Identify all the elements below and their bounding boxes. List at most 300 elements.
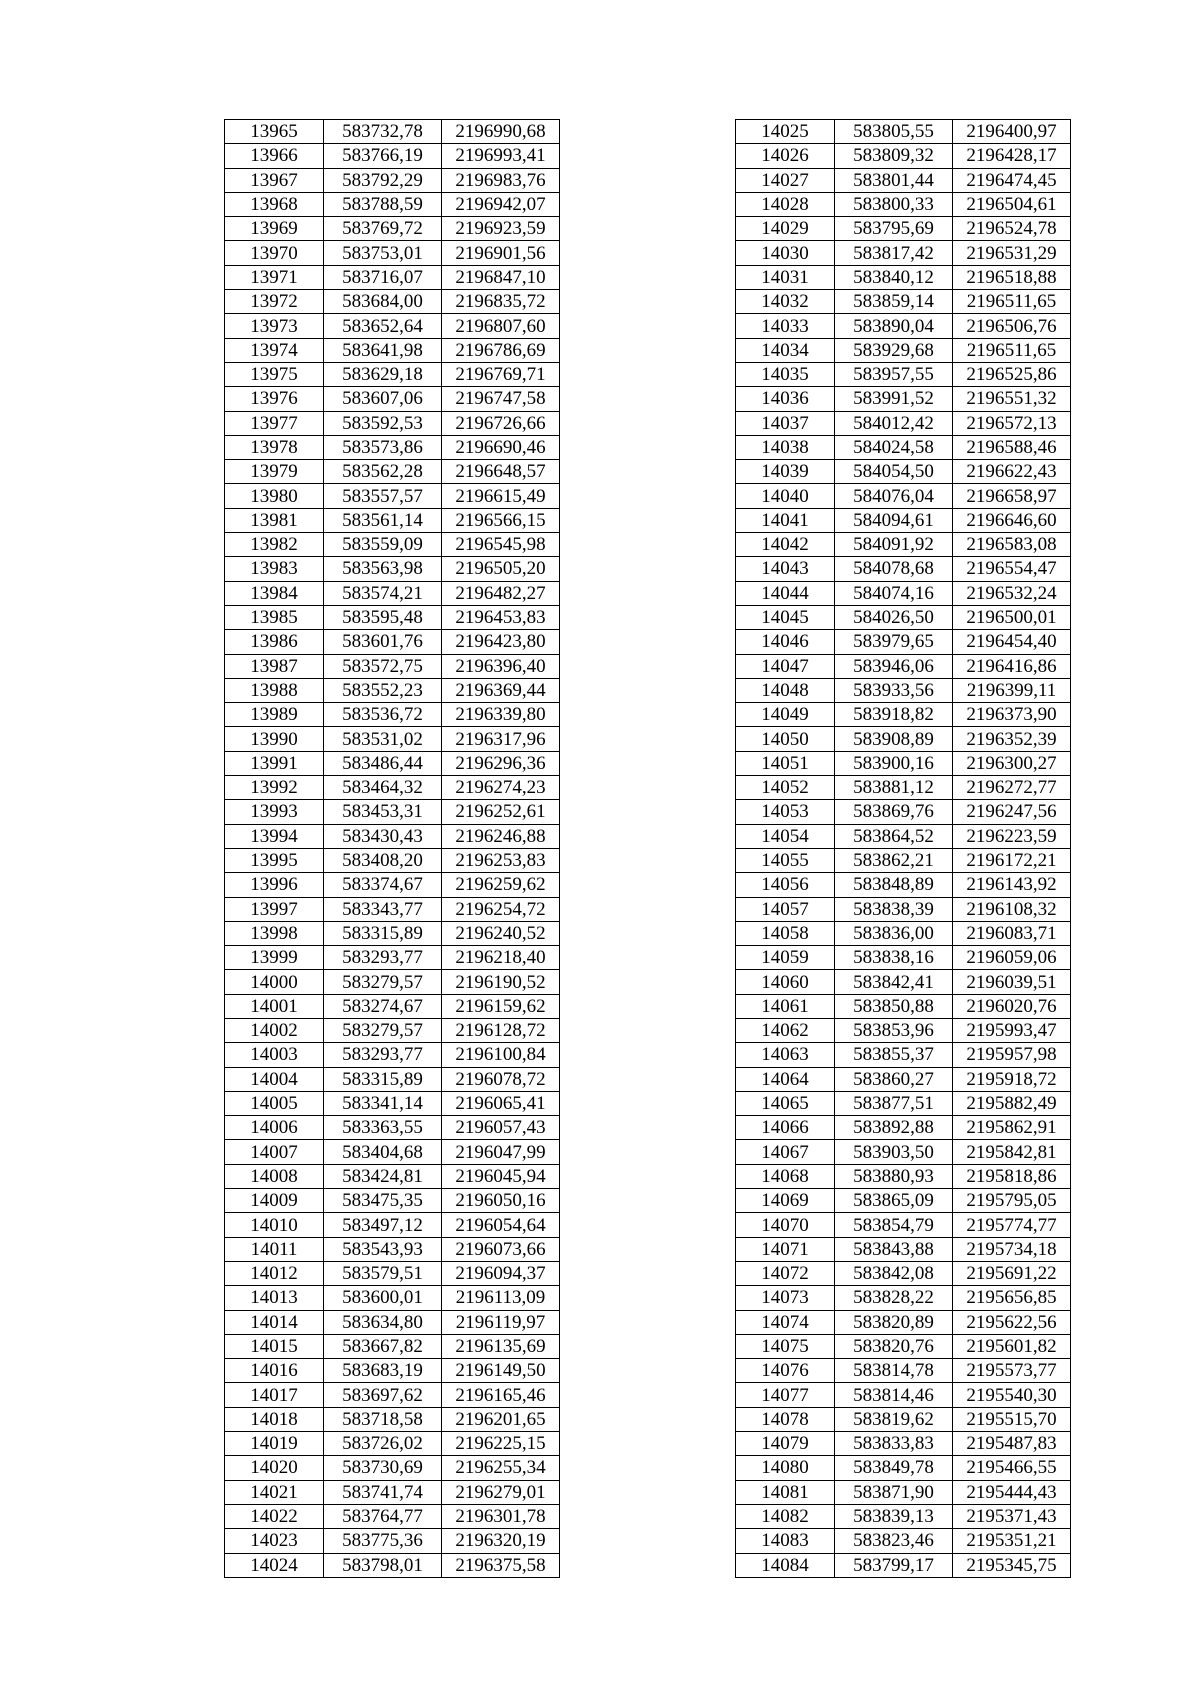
point-number-cell: 14007 (225, 1140, 324, 1164)
x-coordinate-cell: 583946,06 (835, 654, 953, 678)
point-number-cell: 14061 (736, 994, 835, 1018)
point-number-cell: 14023 (225, 1529, 324, 1553)
coordinates-table-left (224, 119, 560, 1578)
point-number-cell: 14033 (736, 314, 835, 338)
table-row (736, 630, 1071, 654)
x-coordinate-cell: 583601,76 (324, 630, 442, 654)
point-number-cell: 14029 (736, 217, 835, 241)
point-number-cell: 13986 (225, 630, 324, 654)
point-number-cell: 14001 (225, 994, 324, 1018)
y-coordinate-cell: 2196165,46 (442, 1383, 560, 1407)
table-row (736, 1237, 1071, 1261)
y-coordinate-cell: 2195444,43 (953, 1480, 1071, 1504)
y-coordinate-cell: 2196454,40 (953, 630, 1071, 654)
point-number-cell: 14019 (225, 1432, 324, 1456)
x-coordinate-cell: 583800,33 (835, 192, 953, 216)
y-coordinate-cell: 2196094,37 (442, 1261, 560, 1285)
table-row (225, 1091, 560, 1115)
y-coordinate-cell: 2195515,70 (953, 1407, 1071, 1431)
point-number-cell: 14065 (736, 1091, 835, 1115)
table-row (225, 387, 560, 411)
point-number-cell: 14035 (736, 362, 835, 386)
point-number-cell: 14016 (225, 1359, 324, 1383)
y-coordinate-cell: 2195882,49 (953, 1091, 1071, 1115)
y-coordinate-cell: 2196588,46 (953, 435, 1071, 459)
y-coordinate-cell: 2196847,10 (442, 265, 560, 289)
point-number-cell: 14054 (736, 824, 835, 848)
x-coordinate-cell: 583859,14 (835, 290, 953, 314)
point-number-cell: 13994 (225, 824, 324, 848)
table-row (225, 581, 560, 605)
x-coordinate-cell: 583908,89 (835, 727, 953, 751)
x-coordinate-cell: 583592,53 (324, 411, 442, 435)
x-coordinate-cell: 583799,17 (835, 1553, 953, 1577)
y-coordinate-cell: 2196059,06 (953, 946, 1071, 970)
x-coordinate-cell: 583881,12 (835, 776, 953, 800)
point-number-cell: 13978 (225, 435, 324, 459)
x-coordinate-cell: 583667,82 (324, 1334, 442, 1358)
point-number-cell: 13972 (225, 290, 324, 314)
x-coordinate-cell: 583929,68 (835, 338, 953, 362)
point-number-cell: 14006 (225, 1116, 324, 1140)
x-coordinate-cell: 583864,52 (835, 824, 953, 848)
x-coordinate-cell: 583274,67 (324, 994, 442, 1018)
y-coordinate-cell: 2196990,68 (442, 120, 560, 144)
table-row (225, 1504, 560, 1528)
x-coordinate-cell: 583430,43 (324, 824, 442, 848)
y-coordinate-cell: 2196274,23 (442, 776, 560, 800)
y-coordinate-cell: 2195656,85 (953, 1286, 1071, 1310)
y-coordinate-cell: 2195487,83 (953, 1432, 1071, 1456)
x-coordinate-cell: 583991,52 (835, 387, 953, 411)
table-row (736, 1480, 1071, 1504)
point-number-cell: 14027 (736, 168, 835, 192)
point-number-cell: 13983 (225, 557, 324, 581)
x-coordinate-cell: 583903,50 (835, 1140, 953, 1164)
point-number-cell: 14053 (736, 800, 835, 824)
table-row (736, 1116, 1071, 1140)
y-coordinate-cell: 2196252,61 (442, 800, 560, 824)
point-number-cell: 14051 (736, 751, 835, 775)
x-coordinate-cell: 583683,19 (324, 1359, 442, 1383)
y-coordinate-cell: 2196065,41 (442, 1091, 560, 1115)
table-row (736, 1432, 1071, 1456)
table-row (736, 362, 1071, 386)
point-number-cell: 13971 (225, 265, 324, 289)
table-row (225, 1383, 560, 1407)
point-number-cell: 14000 (225, 970, 324, 994)
table-row (736, 1140, 1071, 1164)
y-coordinate-cell: 2196399,11 (953, 678, 1071, 702)
point-number-cell: 13975 (225, 362, 324, 386)
x-coordinate-cell: 583820,89 (835, 1310, 953, 1334)
x-coordinate-cell: 584054,50 (835, 460, 953, 484)
table-row (736, 1359, 1071, 1383)
point-number-cell: 14044 (736, 581, 835, 605)
point-number-cell: 13969 (225, 217, 324, 241)
point-number-cell: 14073 (736, 1286, 835, 1310)
y-coordinate-cell: 2196045,94 (442, 1164, 560, 1188)
table-row (736, 800, 1071, 824)
x-coordinate-cell: 584074,16 (835, 581, 953, 605)
table-row (736, 873, 1071, 897)
x-coordinate-cell: 583823,46 (835, 1529, 953, 1553)
point-number-cell: 13982 (225, 533, 324, 557)
point-number-cell: 13997 (225, 897, 324, 921)
table-row (225, 120, 560, 144)
point-number-cell: 14081 (736, 1480, 835, 1504)
table-row (736, 144, 1071, 168)
x-coordinate-cell: 583817,42 (835, 241, 953, 265)
y-coordinate-cell: 2196554,47 (953, 557, 1071, 581)
x-coordinate-cell: 583854,79 (835, 1213, 953, 1237)
x-coordinate-cell: 583753,01 (324, 241, 442, 265)
table-row (736, 1189, 1071, 1213)
point-number-cell: 14067 (736, 1140, 835, 1164)
y-coordinate-cell: 2195540,30 (953, 1383, 1071, 1407)
table-row (225, 484, 560, 508)
table-row (736, 994, 1071, 1018)
x-coordinate-cell: 583838,16 (835, 946, 953, 970)
table-row (736, 1334, 1071, 1358)
point-number-cell: 13988 (225, 678, 324, 702)
y-coordinate-cell: 2195345,75 (953, 1553, 1071, 1577)
table-row (225, 1116, 560, 1140)
point-number-cell: 14002 (225, 1018, 324, 1042)
x-coordinate-cell: 583979,65 (835, 630, 953, 654)
table-row (225, 265, 560, 289)
point-number-cell: 14015 (225, 1334, 324, 1358)
point-number-cell: 14014 (225, 1310, 324, 1334)
table-row (225, 533, 560, 557)
x-coordinate-cell: 583559,09 (324, 533, 442, 557)
x-coordinate-cell: 583561,14 (324, 508, 442, 532)
point-number-cell: 13965 (225, 120, 324, 144)
y-coordinate-cell: 2196658,97 (953, 484, 1071, 508)
table-row (225, 946, 560, 970)
point-number-cell: 14062 (736, 1018, 835, 1042)
x-coordinate-cell: 583849,78 (835, 1456, 953, 1480)
point-number-cell: 13998 (225, 921, 324, 945)
x-coordinate-cell: 583819,62 (835, 1407, 953, 1431)
point-number-cell: 14049 (736, 703, 835, 727)
y-coordinate-cell: 2196400,97 (953, 120, 1071, 144)
table-row (225, 1286, 560, 1310)
point-number-cell: 14056 (736, 873, 835, 897)
point-number-cell: 14031 (736, 265, 835, 289)
y-coordinate-cell: 2196352,39 (953, 727, 1071, 751)
table-row (225, 1261, 560, 1285)
y-coordinate-cell: 2196482,27 (442, 581, 560, 605)
y-coordinate-cell: 2196054,64 (442, 1213, 560, 1237)
table-row (225, 678, 560, 702)
point-number-cell: 14072 (736, 1261, 835, 1285)
y-coordinate-cell: 2196835,72 (442, 290, 560, 314)
table-row (736, 1383, 1071, 1407)
table-row (225, 921, 560, 945)
x-coordinate-cell: 583572,75 (324, 654, 442, 678)
point-number-cell: 13999 (225, 946, 324, 970)
x-coordinate-cell: 583862,21 (835, 848, 953, 872)
x-coordinate-cell: 583853,96 (835, 1018, 953, 1042)
y-coordinate-cell: 2196317,96 (442, 727, 560, 751)
point-number-cell: 14017 (225, 1383, 324, 1407)
y-coordinate-cell: 2196690,46 (442, 435, 560, 459)
x-coordinate-cell: 583877,51 (835, 1091, 953, 1115)
y-coordinate-cell: 2196807,60 (442, 314, 560, 338)
point-number-cell: 14010 (225, 1213, 324, 1237)
table-row (225, 508, 560, 532)
y-coordinate-cell: 2195957,98 (953, 1043, 1071, 1067)
y-coordinate-cell: 2196375,58 (442, 1553, 560, 1577)
table-row (225, 557, 560, 581)
point-number-cell: 14022 (225, 1504, 324, 1528)
y-coordinate-cell: 2196078,72 (442, 1067, 560, 1091)
table-row (736, 192, 1071, 216)
x-coordinate-cell: 583607,06 (324, 387, 442, 411)
point-number-cell: 14047 (736, 654, 835, 678)
x-coordinate-cell: 584076,04 (835, 484, 953, 508)
x-coordinate-cell: 583741,74 (324, 1480, 442, 1504)
y-coordinate-cell: 2196511,65 (953, 290, 1071, 314)
y-coordinate-cell: 2196255,34 (442, 1456, 560, 1480)
point-number-cell: 14057 (736, 897, 835, 921)
y-coordinate-cell: 2196339,80 (442, 703, 560, 727)
y-coordinate-cell: 2195622,56 (953, 1310, 1071, 1334)
y-coordinate-cell: 2196050,16 (442, 1189, 560, 1213)
table-row (225, 751, 560, 775)
x-coordinate-cell: 583798,01 (324, 1553, 442, 1577)
table-row (225, 144, 560, 168)
y-coordinate-cell: 2196511,65 (953, 338, 1071, 362)
table-row (225, 435, 560, 459)
x-coordinate-cell: 583726,02 (324, 1432, 442, 1456)
table-row (736, 1067, 1071, 1091)
y-coordinate-cell: 2196108,32 (953, 897, 1071, 921)
x-coordinate-cell: 583562,28 (324, 460, 442, 484)
point-number-cell: 14080 (736, 1456, 835, 1480)
y-coordinate-cell: 2196525,86 (953, 362, 1071, 386)
table-row (225, 1213, 560, 1237)
table-row (736, 751, 1071, 775)
table-row (736, 921, 1071, 945)
x-coordinate-cell: 583629,18 (324, 362, 442, 386)
table-row (736, 824, 1071, 848)
x-coordinate-cell: 583718,58 (324, 1407, 442, 1431)
table-row (736, 1018, 1071, 1042)
point-number-cell: 13974 (225, 338, 324, 362)
x-coordinate-cell: 583279,57 (324, 1018, 442, 1042)
x-coordinate-cell: 583890,04 (835, 314, 953, 338)
x-coordinate-cell: 583805,55 (835, 120, 953, 144)
x-coordinate-cell: 583424,81 (324, 1164, 442, 1188)
table-row (225, 1553, 560, 1577)
y-coordinate-cell: 2196505,20 (442, 557, 560, 581)
x-coordinate-cell: 583833,83 (835, 1432, 953, 1456)
table-row (736, 703, 1071, 727)
y-coordinate-cell: 2196113,09 (442, 1286, 560, 1310)
y-coordinate-cell: 2196223,59 (953, 824, 1071, 848)
table-row (736, 120, 1071, 144)
y-coordinate-cell: 2196259,62 (442, 873, 560, 897)
x-coordinate-cell: 583475,35 (324, 1189, 442, 1213)
table-row (736, 484, 1071, 508)
point-number-cell: 14042 (736, 533, 835, 557)
x-coordinate-cell: 583869,76 (835, 800, 953, 824)
table-row (225, 848, 560, 872)
point-number-cell: 14077 (736, 1383, 835, 1407)
x-coordinate-cell: 584078,68 (835, 557, 953, 581)
table-row (736, 581, 1071, 605)
table-row (736, 1164, 1071, 1188)
y-coordinate-cell: 2196572,13 (953, 411, 1071, 435)
point-number-cell: 14037 (736, 411, 835, 435)
y-coordinate-cell: 2196100,84 (442, 1043, 560, 1067)
x-coordinate-cell: 583600,01 (324, 1286, 442, 1310)
table-row (225, 800, 560, 824)
x-coordinate-cell: 584012,42 (835, 411, 953, 435)
x-coordinate-cell: 583543,93 (324, 1237, 442, 1261)
y-coordinate-cell: 2196583,08 (953, 533, 1071, 557)
y-coordinate-cell: 2195862,91 (953, 1116, 1071, 1140)
point-number-cell: 14078 (736, 1407, 835, 1431)
table-row (225, 1164, 560, 1188)
y-coordinate-cell: 2196769,71 (442, 362, 560, 386)
y-coordinate-cell: 2195371,43 (953, 1504, 1071, 1528)
table-row (225, 241, 560, 265)
x-coordinate-cell: 583279,57 (324, 970, 442, 994)
point-number-cell: 14070 (736, 1213, 835, 1237)
x-coordinate-cell: 583716,07 (324, 265, 442, 289)
point-number-cell: 14036 (736, 387, 835, 411)
point-number-cell: 14008 (225, 1164, 324, 1188)
x-coordinate-cell: 583315,89 (324, 921, 442, 945)
table-row (736, 1213, 1071, 1237)
table-row (225, 703, 560, 727)
y-coordinate-cell: 2195466,55 (953, 1456, 1071, 1480)
point-number-cell: 14003 (225, 1043, 324, 1067)
y-coordinate-cell: 2196396,40 (442, 654, 560, 678)
point-number-cell: 14071 (736, 1237, 835, 1261)
x-coordinate-cell: 583839,13 (835, 1504, 953, 1528)
y-coordinate-cell: 2195351,21 (953, 1529, 1071, 1553)
point-number-cell: 14030 (736, 241, 835, 265)
table-row (736, 533, 1071, 557)
table-row (225, 897, 560, 921)
point-number-cell: 14020 (225, 1456, 324, 1480)
x-coordinate-cell: 583573,86 (324, 435, 442, 459)
table-row (736, 1310, 1071, 1334)
x-coordinate-cell: 583842,08 (835, 1261, 953, 1285)
table-row (736, 557, 1071, 581)
point-number-cell: 14075 (736, 1334, 835, 1358)
point-number-cell: 14050 (736, 727, 835, 751)
table-row (736, 217, 1071, 241)
y-coordinate-cell: 2196648,57 (442, 460, 560, 484)
point-number-cell: 13973 (225, 314, 324, 338)
y-coordinate-cell: 2196566,15 (442, 508, 560, 532)
x-coordinate-cell: 583828,22 (835, 1286, 953, 1310)
y-coordinate-cell: 2195918,72 (953, 1067, 1071, 1091)
y-coordinate-cell: 2196057,43 (442, 1116, 560, 1140)
point-number-cell: 14074 (736, 1310, 835, 1334)
point-number-cell: 13977 (225, 411, 324, 435)
table-row (736, 168, 1071, 192)
y-coordinate-cell: 2196531,29 (953, 241, 1071, 265)
y-coordinate-cell: 2196532,24 (953, 581, 1071, 605)
point-number-cell: 14011 (225, 1237, 324, 1261)
x-coordinate-cell: 583848,89 (835, 873, 953, 897)
x-coordinate-cell: 583795,69 (835, 217, 953, 241)
x-coordinate-cell: 583293,77 (324, 1043, 442, 1067)
point-number-cell: 14034 (736, 338, 835, 362)
x-coordinate-cell: 583557,57 (324, 484, 442, 508)
y-coordinate-cell: 2195774,77 (953, 1213, 1071, 1237)
point-number-cell: 13987 (225, 654, 324, 678)
table-row (225, 290, 560, 314)
x-coordinate-cell: 583574,21 (324, 581, 442, 605)
table-row (736, 460, 1071, 484)
point-number-cell: 13967 (225, 168, 324, 192)
y-coordinate-cell: 2196942,07 (442, 192, 560, 216)
point-number-cell: 14046 (736, 630, 835, 654)
x-coordinate-cell: 583563,98 (324, 557, 442, 581)
table-row (225, 411, 560, 435)
x-coordinate-cell: 583634,80 (324, 1310, 442, 1334)
y-coordinate-cell: 2196172,21 (953, 848, 1071, 872)
point-number-cell: 14024 (225, 1553, 324, 1577)
x-coordinate-cell: 583871,90 (835, 1480, 953, 1504)
table-row (225, 1359, 560, 1383)
table-row (225, 1140, 560, 1164)
x-coordinate-cell: 584024,58 (835, 435, 953, 459)
x-coordinate-cell: 583293,77 (324, 946, 442, 970)
table-row (225, 1529, 560, 1553)
x-coordinate-cell: 583809,32 (835, 144, 953, 168)
y-coordinate-cell: 2196246,88 (442, 824, 560, 848)
y-coordinate-cell: 2196201,65 (442, 1407, 560, 1431)
table-row (736, 897, 1071, 921)
table-row (225, 1310, 560, 1334)
table-row (736, 435, 1071, 459)
y-coordinate-cell: 2196253,83 (442, 848, 560, 872)
table-row (736, 776, 1071, 800)
point-number-cell: 13989 (225, 703, 324, 727)
x-coordinate-cell: 583536,72 (324, 703, 442, 727)
point-number-cell: 14013 (225, 1286, 324, 1310)
y-coordinate-cell: 2195734,18 (953, 1237, 1071, 1261)
point-number-cell: 14038 (736, 435, 835, 459)
table-row (225, 994, 560, 1018)
x-coordinate-cell: 583792,29 (324, 168, 442, 192)
point-number-cell: 14026 (736, 144, 835, 168)
y-coordinate-cell: 2196369,44 (442, 678, 560, 702)
x-coordinate-cell: 583766,19 (324, 144, 442, 168)
x-coordinate-cell: 583850,88 (835, 994, 953, 1018)
x-coordinate-cell: 583315,89 (324, 1067, 442, 1091)
point-number-cell: 14055 (736, 848, 835, 872)
point-number-cell: 14039 (736, 460, 835, 484)
table-row (225, 217, 560, 241)
y-coordinate-cell: 2196506,76 (953, 314, 1071, 338)
table-row (736, 848, 1071, 872)
x-coordinate-cell: 583341,14 (324, 1091, 442, 1115)
table-row (736, 1261, 1071, 1285)
x-coordinate-cell: 583788,59 (324, 192, 442, 216)
table-row (225, 1189, 560, 1213)
table-row (736, 1407, 1071, 1431)
y-coordinate-cell: 2196119,97 (442, 1310, 560, 1334)
